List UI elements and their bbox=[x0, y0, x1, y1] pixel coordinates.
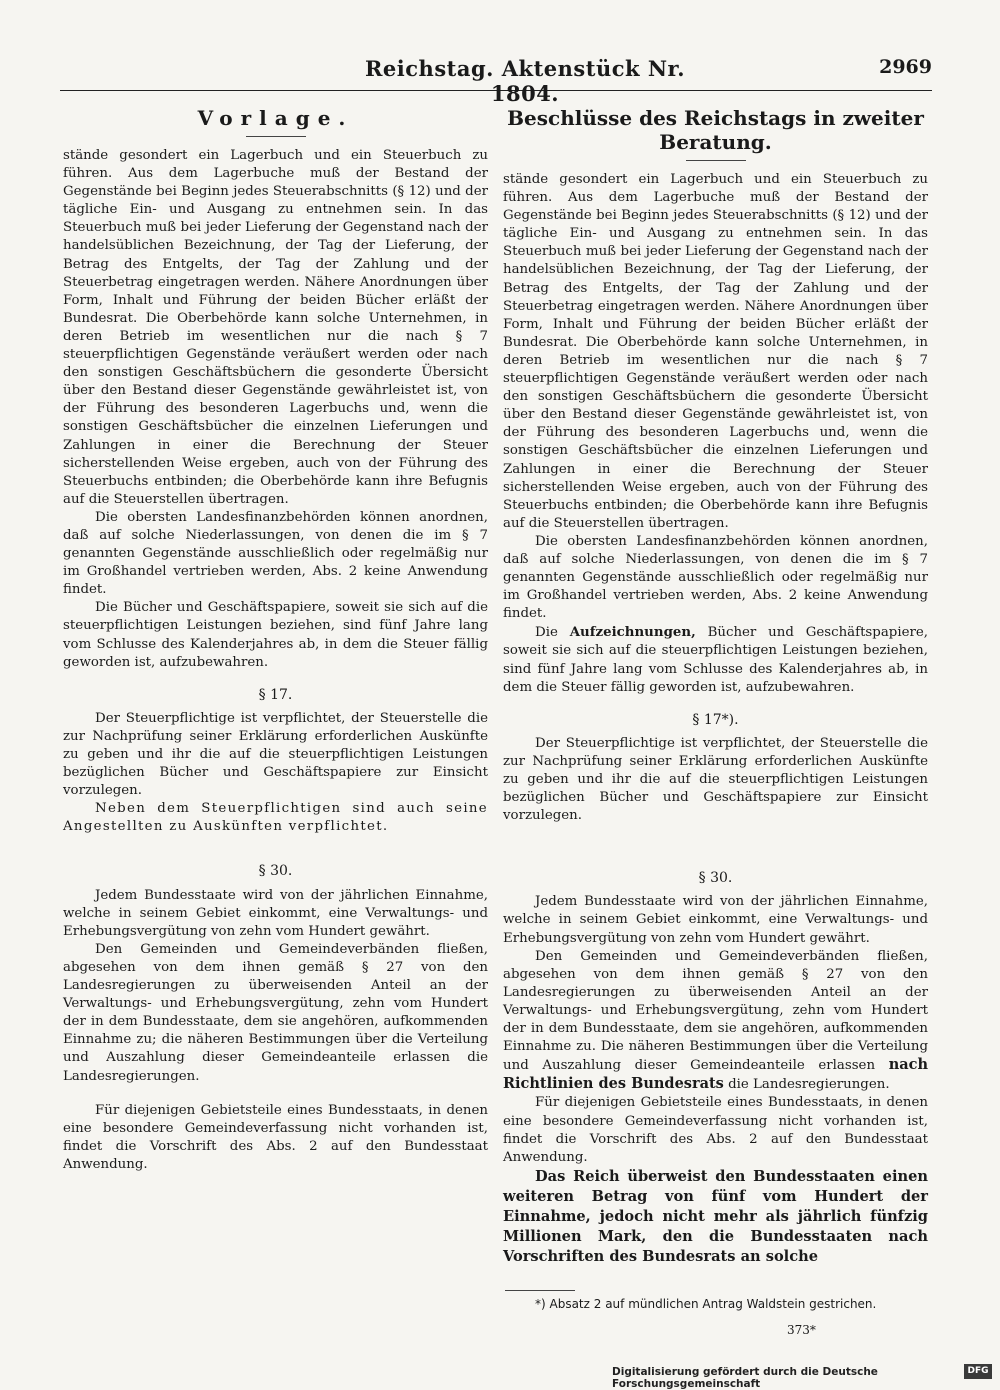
emphasis-amendment: Aufzeichnungen, bbox=[569, 624, 696, 641]
page-number: 2969 bbox=[879, 56, 932, 78]
paragraph: Den Gemeinden und Gemeindeverbänden fließen, abgesehen von dem ihnen gemäß § 27 von den Landesregierungen zu überweisenden Anteil an der Verwaltungs- und Erhebungsvergütung, zehn vom Hundert der in dem Bundesstaate, dem sie angehören, aufkommenden Einnahme zu. Die näheren Bestimmungen über die Verteilung und Auszahlung dieser Gemeindeanteile erlassen nach Richtlinien des Bundesrats die Landesregierungen. bbox=[503, 948, 928, 1093]
footnote: *) Absatz 2 auf mündlichen Antrag Waldstein gestrichen. bbox=[535, 1297, 877, 1311]
amendment-paragraph: Das Reich überweist den Bundesstaaten einen weiteren Betrag von fünf vom Hundert der Einnahme, jedoch nicht mehr als jährlich fünfzig Millionen Mark, den die Bundesstaaten nach Vorschriften des Bundesrats an solche bbox=[503, 1167, 928, 1265]
paragraph: Die Aufzeichnungen, Bücher und Geschäftspapiere, soweit sie sich auf die steuerpflichtigen Leistungen beziehen, sind fünf Jahre lang vom Schlusse des Kalenderjahres ab, in dem die Steuer fällig geworden ist, aufzubewahren. bbox=[503, 624, 928, 695]
right-column-heading: Beschlüsse des Reichstags in zweiter Beratung. bbox=[507, 106, 924, 154]
paragraph: Neben dem Steuerpflichtigen sind auch seine Angestellten zu Auskünften verpflichtet. bbox=[63, 801, 488, 835]
paragraph: Den Gemeinden und Gemeindeverbänden fließen, abgesehen von dem ihnen gemäß § 27 von den Landesregierungen zu überweisenden Anteil an der Verwaltungs- und Erhebungsvergütung, zehn vom Hundert der in dem Bundesstaate, dem sie angehören, aufkommenden Einnahme zu; die näheren Bestimmungen über die Verteilung und Auszahlung dieser Gemeindeanteile erlassen die Landesregierungen. bbox=[63, 941, 488, 1084]
section-heading-30: § 30. bbox=[698, 870, 733, 887]
paragraph: Die Bücher und Geschäftspapiere, soweit sie sich auf die steuerpflichtigen Leistungen beziehen, sind fünf Jahre lang vom Schlusse des Kalenderjahres ab, in dem die Steuer fällig geworden ist, aufzubewahren. bbox=[63, 600, 488, 670]
paragraph: Die obersten Landesfinanzbehörden können anordnen, daß auf solche Niederlassungen, von denen die im § 7 genannten Gegenstände ausschließlich oder regelmäßig nur im Großhandel vertrieben werden, Abs. 2 keine Anwendung findet. bbox=[503, 533, 928, 622]
left-column-vorlage bbox=[63, 106, 488, 1174]
section-heading-17: § 17. bbox=[258, 686, 293, 703]
sheet-number: 373* bbox=[787, 1323, 816, 1337]
paragraph: Der Steuerpflichtige ist verpflichtet, der Steuerstelle die zur Nachprüfung seiner Erklärung erforderlichen Auskünfte zu geben und ihr die auf die steuerpflichtigen Leistungen bezüglichen Bücher und Geschäftspapiere zur Einsicht vorzulegen. bbox=[63, 710, 488, 799]
page-header bbox=[60, 56, 932, 106]
paragraph: Für diejenigen Gebietsteile eines Bundesstaats, in denen eine besondere Gemeindeverfassung nicht vorhanden ist, findet die Vorschrift des Abs. 2 auf den Bundesstaat Anwendung. bbox=[63, 1102, 488, 1172]
heading-rule bbox=[686, 160, 746, 161]
paragraph: Für diejenigen Gebietsteile eines Bundesstaats, in denen eine besondere Gemeindeverfassung nicht vorhanden ist, findet die Vorschrift des Abs. 2 auf den Bundesstaat Anwendung. bbox=[503, 1095, 928, 1165]
left-column-heading: Vorlage. bbox=[197, 106, 354, 130]
section-heading-17: § 17*). bbox=[692, 711, 739, 728]
paragraph: Die obersten Landesfinanzbehörden können anordnen, daß auf solche Niederlassungen, von denen die im § 7 genannten Gegenstände ausschließlich oder regelmäßig nur im Großhandel vertrieben werden, Abs. 2 keine Anwendung findet. bbox=[63, 509, 488, 598]
paragraph: Jedem Bundesstaate wird von der jährlichen Einnahme, welche in seinem Gebiet einkommt, eine Verwaltungs- und Erhebungsvergütung von zehn vom Hundert gewährt. bbox=[63, 887, 488, 939]
heading-rule bbox=[246, 136, 306, 137]
digitization-credit: Digitalisierung gefördert durch die Deutsche Forschungsgemeinschaft bbox=[612, 1366, 878, 1390]
dfg-logo: DFG bbox=[964, 1364, 992, 1379]
right-column-beschluesse bbox=[503, 106, 928, 1267]
section-heading-30: § 30. bbox=[258, 863, 293, 880]
paragraph: stände gesondert ein Lagerbuch und ein Steuerbuch zu führen. Aus dem Lagerbuche muß der Bestand der Gegenstände bei Beginn jedes Steuerabschnitts (§ 12) und der tägliche Ein- und Ausgang zu entnehmen sein. In das Steuerbuch muß bei jeder Lieferung der Gegenstand nach der handelsüblichen Bezeichnung, der Tag der Lieferung, der Betrag des Entgelts, der Tag der Zahlung und der Steuerbetrag eingetragen werden. Nähere Anordnungen über Form, Inhalt und Führung der beiden Bücher erläßt der Bundesrat. Die Oberbehörde kann solche Unternehmen, in deren Betrieb im wesentlichen nur die nach § 7 steuerpflichtigen Gegenstände veräußert werden oder nach den sonstigen Geschäftsbüchern die gesonderte Übersicht über den Bestand dieser Gegenstände gewährleistet ist, von der Führung des besonderen Lagerbuchs und, wenn die sonstigen Geschäftsbücher die einzelnen Lieferungen und Zahlungen in einer die Berechnung der Steuer sicherstellenden Weise ergeben, auch von der Führung des Steuerbuchs entbinden; die Oberbehörde kann ihre Befugnis auf die Steuerstellen übertragen. bbox=[63, 148, 488, 507]
running-title: Reichstag. Aktenstück Nr. 1804. bbox=[364, 56, 686, 106]
emphasis-amendment: nach Richtlinien des Bundesrats bbox=[503, 1056, 928, 1093]
paragraph: Der Steuerpflichtige ist verpflichtet, der Steuerstelle die zur Nachprüfung seiner Erklärung erforderlichen Auskünfte zu geben und ihr die auf die steuerpflichtigen Leistungen bezüglichen Bücher und Geschäftspapiere zur Einsicht vorzulegen. bbox=[503, 735, 928, 824]
paragraph: Jedem Bundesstaate wird von der jährlichen Einnahme, welche in seinem Gebiet einkommt, eine Verwaltungs- und Erhebungsvergütung von zehn vom Hundert gewährt. bbox=[503, 894, 928, 946]
paragraph: stände gesondert ein Lagerbuch und ein Steuerbuch zu führen. Aus dem Lagerbuche muß der Bestand der Gegenstände bei Beginn jedes Steuerabschnitts (§ 12) und der tägliche Ein- und Ausgang zu entnehmen sein. In das Steuerbuch muß bei jeder Lieferung der Gegenstand nach der handelsüblichen Bezeichnung, der Tag der Lieferung, der Betrag des Entgelts, der Tag der Zahlung und der Steuerbetrag eingetragen werden. Nähere Anordnungen über Form, Inhalt und Führung der beiden Bücher erläßt der Bundesrat. Die Oberbehörde kann solche Unternehmen, in deren Betrieb im wesentlichen nur die nach § 7 steuerpflichtigen Gegenstände veräußert werden oder nach den sonstigen Geschäftsbüchern die gesonderte Übersicht über den Bestand dieser Gegenstände gewährleistet ist, von der Führung des besonderen Lagerbuchs und, wenn die sonstigen Geschäftsbücher die einzelnen Lieferungen und Zahlungen in einer die Berechnung der Steuer sicherstellenden Weise ergeben, auch von der Führung des Steuerbuchs entbinden; die Oberbehörde kann ihre Befugnis auf die Steuerstellen übertragen. bbox=[503, 172, 928, 531]
footnote-rule bbox=[505, 1290, 575, 1291]
